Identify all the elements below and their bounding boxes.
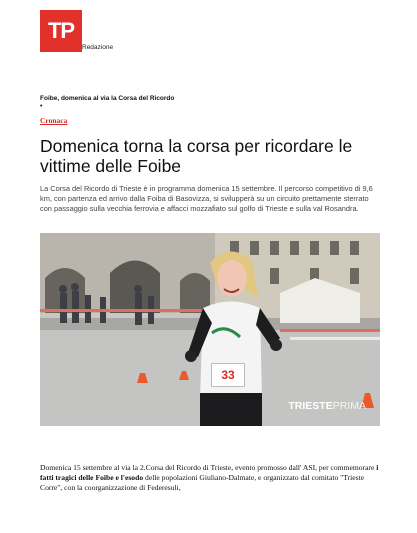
site-logo[interactable]: TP	[40, 10, 82, 52]
body-bold: i fatti tragici delle Foibe e l'esodo	[40, 463, 379, 482]
body-part2: delle popolazioni Giuliano-Dalmate, e organizzato dal comitato "Trieste Corre", con la coorganizzazione di Federesuli,	[40, 473, 365, 492]
author-name[interactable]: Redazione	[82, 44, 114, 51]
article-photo	[40, 233, 380, 426]
article-body	[40, 463, 385, 493]
breadcrumb[interactable]: Foibe, domenica al via la Corsa del Ricordo	[40, 95, 175, 102]
watermark-light: PRIMA	[332, 400, 366, 412]
photo-watermark	[288, 400, 366, 412]
bib-number: 33	[211, 363, 245, 387]
photo-illustration	[40, 233, 380, 426]
body-part1: Domenica 15 settembre al via la 2.Corsa del Ricordo di Trieste, evento promosso dall' ASI, per commemorare	[40, 463, 377, 472]
article-lead: La Corsa del Ricordo di Trieste è in programma domenica 15 settembre. Il percorso competitivo di 9,6 km, con partenza ed arrivo dalla Foiba di Basovizza, si svilupperà su un circuito prettamente sterrato con passaggio sulla vecchia ferrovia e affacci mozzafiato sul golfo di Trieste e sulla val Rosandra.	[40, 184, 373, 213]
watermark-bold: TRIESTE	[288, 400, 333, 412]
article-headline: Domenica torna la corsa per ricordare le vittime delle Foibe	[40, 136, 353, 176]
category-link[interactable]: Cronaca	[40, 116, 68, 125]
bullet: •	[40, 103, 43, 110]
